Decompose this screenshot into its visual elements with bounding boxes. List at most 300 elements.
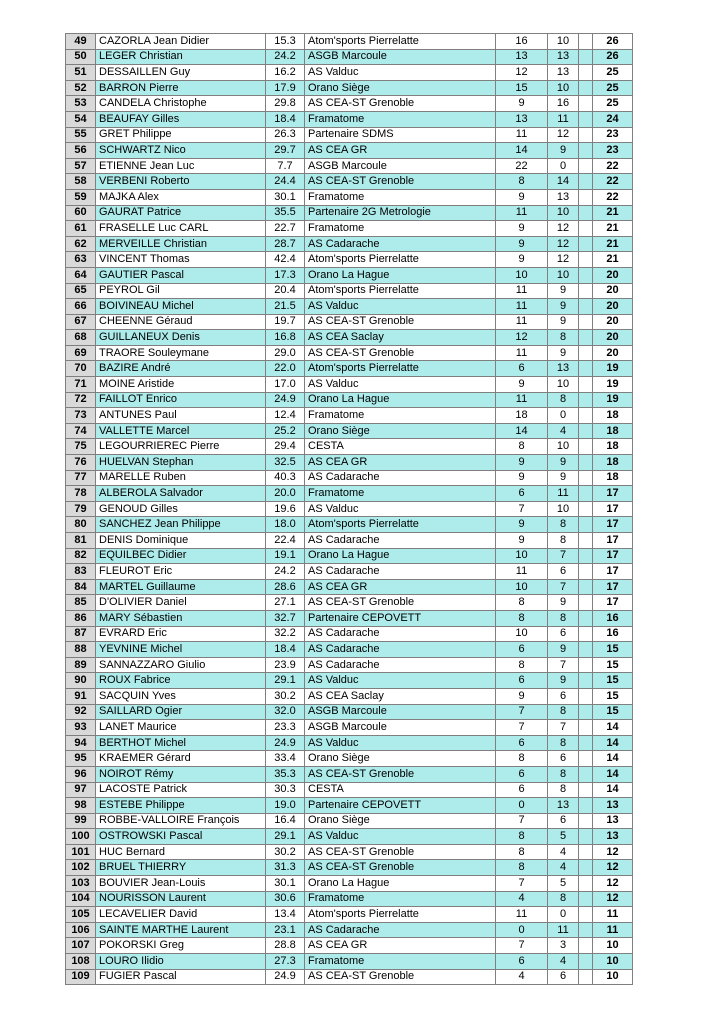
name-cell: BERTHOT Michel <box>96 735 266 751</box>
total-cell: 15 <box>593 704 633 720</box>
club-cell: Framatome <box>305 954 496 970</box>
points-a-cell: 7 <box>496 938 548 954</box>
points-a-cell: 6 <box>496 954 548 970</box>
total-cell: 14 <box>593 766 633 782</box>
club-cell: Atom'sports Pierrelatte <box>305 34 496 50</box>
spacer-cell <box>579 533 593 549</box>
club-cell: AS Valduc <box>305 501 496 517</box>
name-cell: NOIROT Rémy <box>96 766 266 782</box>
name-cell: GAURAT Patrice <box>96 205 266 221</box>
rank-cell: 71 <box>66 377 96 393</box>
points-a-cell: 8 <box>496 860 548 876</box>
points-b-cell: 4 <box>548 860 579 876</box>
points-a-cell: 22 <box>496 158 548 174</box>
name-cell: FAILLOT Enrico <box>96 392 266 408</box>
name-cell: EVRARD Eric <box>96 626 266 642</box>
total-cell: 20 <box>593 283 633 299</box>
rank-cell: 57 <box>66 158 96 174</box>
index-cell: 23.9 <box>266 657 305 673</box>
points-b-cell: 12 <box>548 221 579 237</box>
points-a-cell: 13 <box>496 111 548 127</box>
name-cell: GAUTIER Pascal <box>96 267 266 283</box>
club-cell: AS CEA-ST Grenoble <box>305 766 496 782</box>
table-row <box>66 361 633 377</box>
club-cell: Partenaire CEPOVETT <box>305 798 496 814</box>
name-cell: CAZORLA Jean Didier <box>96 34 266 50</box>
total-cell: 22 <box>593 189 633 205</box>
rank-cell: 60 <box>66 205 96 221</box>
spacer-cell <box>579 96 593 112</box>
ranking-table-body <box>66 34 633 985</box>
name-cell: SANNAZZARO Giulio <box>96 657 266 673</box>
club-cell: Orano La Hague <box>305 876 496 892</box>
spacer-cell <box>579 34 593 50</box>
name-cell: OSTROWSKI Pascal <box>96 829 266 845</box>
rank-cell: 100 <box>66 829 96 845</box>
points-a-cell: 10 <box>496 626 548 642</box>
spacer-cell <box>579 579 593 595</box>
name-cell: VALLETTE Marcel <box>96 423 266 439</box>
index-cell: 32.5 <box>266 455 305 471</box>
points-b-cell: 8 <box>548 782 579 798</box>
name-cell: EQUILBEC Didier <box>96 548 266 564</box>
name-cell: SACQUIN Yves <box>96 688 266 704</box>
name-cell: HUC Bernard <box>96 844 266 860</box>
total-cell: 22 <box>593 158 633 174</box>
points-a-cell: 8 <box>496 610 548 626</box>
spacer-cell <box>579 470 593 486</box>
club-cell: Framatome <box>305 408 496 424</box>
rank-cell: 70 <box>66 361 96 377</box>
spacer-cell <box>579 111 593 127</box>
spacer-cell <box>579 236 593 252</box>
name-cell: YEVNINE Michel <box>96 642 266 658</box>
name-cell: MERVEILLE Christian <box>96 236 266 252</box>
rank-cell: 102 <box>66 860 96 876</box>
points-a-cell: 9 <box>496 688 548 704</box>
rank-cell: 54 <box>66 111 96 127</box>
table-row <box>66 158 633 174</box>
table-row <box>66 205 633 221</box>
table-row <box>66 283 633 299</box>
index-cell: 24.2 <box>266 49 305 65</box>
total-cell: 17 <box>593 579 633 595</box>
total-cell: 15 <box>593 673 633 689</box>
club-cell: AS CEA-ST Grenoble <box>305 174 496 190</box>
rank-cell: 101 <box>66 844 96 860</box>
index-cell: 13.4 <box>266 907 305 923</box>
points-b-cell: 7 <box>548 548 579 564</box>
table-row <box>66 891 633 907</box>
points-a-cell: 11 <box>496 345 548 361</box>
table-row <box>66 111 633 127</box>
table-row <box>66 610 633 626</box>
table-row <box>66 595 633 611</box>
table-row <box>66 345 633 361</box>
points-a-cell: 12 <box>496 65 548 81</box>
total-cell: 14 <box>593 751 633 767</box>
table-row <box>66 829 633 845</box>
name-cell: SAILLARD Ogier <box>96 704 266 720</box>
rank-cell: 103 <box>66 876 96 892</box>
spacer-cell <box>579 829 593 845</box>
total-cell: 12 <box>593 860 633 876</box>
points-b-cell: 8 <box>548 330 579 346</box>
points-a-cell: 11 <box>496 907 548 923</box>
points-b-cell: 9 <box>548 470 579 486</box>
name-cell: ROBBE-VALLOIRE François <box>96 813 266 829</box>
rank-cell: 53 <box>66 96 96 112</box>
table-row <box>66 766 633 782</box>
points-a-cell: 16 <box>496 34 548 50</box>
points-a-cell: 10 <box>496 267 548 283</box>
index-cell: 20.4 <box>266 283 305 299</box>
points-a-cell: 4 <box>496 969 548 985</box>
spacer-cell <box>579 673 593 689</box>
table-row <box>66 408 633 424</box>
name-cell: BOUVIER Jean-Louis <box>96 876 266 892</box>
spacer-cell <box>579 766 593 782</box>
club-cell: AS CEA-ST Grenoble <box>305 969 496 985</box>
name-cell: BEAUFAY Gilles <box>96 111 266 127</box>
rank-cell: 81 <box>66 533 96 549</box>
club-cell: Partenaire CEPOVETT <box>305 610 496 626</box>
name-cell: LEGOURRIEREC Pierre <box>96 439 266 455</box>
index-cell: 30.1 <box>266 876 305 892</box>
points-a-cell: 14 <box>496 143 548 159</box>
total-cell: 11 <box>593 907 633 923</box>
index-cell: 22.7 <box>266 221 305 237</box>
points-b-cell: 12 <box>548 127 579 143</box>
points-b-cell: 4 <box>548 423 579 439</box>
table-row <box>66 782 633 798</box>
points-b-cell: 0 <box>548 907 579 923</box>
total-cell: 19 <box>593 392 633 408</box>
rank-cell: 95 <box>66 751 96 767</box>
club-cell: ASGB Marcoule <box>305 158 496 174</box>
points-a-cell: 9 <box>496 517 548 533</box>
points-b-cell: 8 <box>548 766 579 782</box>
club-cell: Framatome <box>305 891 496 907</box>
name-cell: SAINTE MARTHE Laurent <box>96 922 266 938</box>
index-cell: 19.7 <box>266 314 305 330</box>
name-cell: BRUEL THIERRY <box>96 860 266 876</box>
total-cell: 21 <box>593 236 633 252</box>
name-cell: ESTEBE Philippe <box>96 798 266 814</box>
spacer-cell <box>579 704 593 720</box>
table-row <box>66 938 633 954</box>
spacer-cell <box>579 455 593 471</box>
rank-cell: 109 <box>66 969 96 985</box>
total-cell: 14 <box>593 782 633 798</box>
points-a-cell: 9 <box>496 252 548 268</box>
index-cell: 7.7 <box>266 158 305 174</box>
index-cell: 28.8 <box>266 938 305 954</box>
name-cell: MARELLE Ruben <box>96 470 266 486</box>
total-cell: 18 <box>593 470 633 486</box>
index-cell: 21.5 <box>266 299 305 315</box>
index-cell: 24.2 <box>266 564 305 580</box>
index-cell: 28.7 <box>266 236 305 252</box>
total-cell: 10 <box>593 938 633 954</box>
total-cell: 16 <box>593 626 633 642</box>
rank-cell: 61 <box>66 221 96 237</box>
total-cell: 12 <box>593 844 633 860</box>
total-cell: 15 <box>593 657 633 673</box>
total-cell: 23 <box>593 127 633 143</box>
table-row <box>66 330 633 346</box>
spacer-cell <box>579 49 593 65</box>
spacer-cell <box>579 80 593 96</box>
points-b-cell: 4 <box>548 844 579 860</box>
club-cell: ASGB Marcoule <box>305 49 496 65</box>
total-cell: 25 <box>593 80 633 96</box>
index-cell: 20.0 <box>266 486 305 502</box>
total-cell: 20 <box>593 330 633 346</box>
spacer-cell <box>579 221 593 237</box>
total-cell: 26 <box>593 49 633 65</box>
total-cell: 22 <box>593 174 633 190</box>
index-cell: 24.9 <box>266 392 305 408</box>
points-b-cell: 6 <box>548 688 579 704</box>
rank-cell: 49 <box>66 34 96 50</box>
club-cell: AS Valduc <box>305 377 496 393</box>
spacer-cell <box>579 564 593 580</box>
index-cell: 22.0 <box>266 361 305 377</box>
spacer-cell <box>579 361 593 377</box>
name-cell: GRET Philippe <box>96 127 266 143</box>
table-row <box>66 252 633 268</box>
points-a-cell: 6 <box>496 486 548 502</box>
points-a-cell: 11 <box>496 127 548 143</box>
total-cell: 18 <box>593 455 633 471</box>
points-a-cell: 6 <box>496 782 548 798</box>
points-a-cell: 6 <box>496 735 548 751</box>
club-cell: AS Cadarache <box>305 922 496 938</box>
club-cell: AS Cadarache <box>305 657 496 673</box>
index-cell: 19.6 <box>266 501 305 517</box>
spacer-cell <box>579 876 593 892</box>
index-cell: 35.3 <box>266 766 305 782</box>
name-cell: PEYROL Gil <box>96 283 266 299</box>
rank-cell: 73 <box>66 408 96 424</box>
points-b-cell: 6 <box>548 813 579 829</box>
total-cell: 18 <box>593 439 633 455</box>
total-cell: 17 <box>593 486 633 502</box>
points-b-cell: 0 <box>548 158 579 174</box>
table-row <box>66 439 633 455</box>
index-cell: 30.2 <box>266 844 305 860</box>
table-row <box>66 189 633 205</box>
index-cell: 15.3 <box>266 34 305 50</box>
rank-cell: 97 <box>66 782 96 798</box>
club-cell: AS CEA-ST Grenoble <box>305 96 496 112</box>
table-row <box>66 735 633 751</box>
name-cell: GENOUD Gilles <box>96 501 266 517</box>
rank-cell: 52 <box>66 80 96 96</box>
points-b-cell: 8 <box>548 735 579 751</box>
table-row <box>66 657 633 673</box>
points-a-cell: 4 <box>496 891 548 907</box>
points-a-cell: 0 <box>496 922 548 938</box>
points-a-cell: 15 <box>496 80 548 96</box>
table-row <box>66 221 633 237</box>
total-cell: 20 <box>593 299 633 315</box>
club-cell: AS CEA GR <box>305 579 496 595</box>
table-row <box>66 423 633 439</box>
total-cell: 16 <box>593 610 633 626</box>
index-cell: 32.0 <box>266 704 305 720</box>
club-cell: AS Cadarache <box>305 470 496 486</box>
points-b-cell: 11 <box>548 486 579 502</box>
name-cell: FRASELLE Luc CARL <box>96 221 266 237</box>
rank-cell: 98 <box>66 798 96 814</box>
spacer-cell <box>579 174 593 190</box>
club-cell: ASGB Marcoule <box>305 704 496 720</box>
index-cell: 17.0 <box>266 377 305 393</box>
name-cell: CANDELA Christophe <box>96 96 266 112</box>
table-row <box>66 844 633 860</box>
points-b-cell: 8 <box>548 704 579 720</box>
index-cell: 30.3 <box>266 782 305 798</box>
rank-cell: 55 <box>66 127 96 143</box>
total-cell: 11 <box>593 922 633 938</box>
club-cell: Framatome <box>305 189 496 205</box>
club-cell: Partenaire SDMS <box>305 127 496 143</box>
club-cell: CESTA <box>305 439 496 455</box>
name-cell: NOURISSON Laurent <box>96 891 266 907</box>
index-cell: 27.1 <box>266 595 305 611</box>
points-a-cell: 9 <box>496 221 548 237</box>
points-a-cell: 7 <box>496 704 548 720</box>
club-cell: AS Cadarache <box>305 533 496 549</box>
points-b-cell: 9 <box>548 642 579 658</box>
spacer-cell <box>579 127 593 143</box>
index-cell: 16.2 <box>266 65 305 81</box>
points-a-cell: 11 <box>496 299 548 315</box>
points-a-cell: 8 <box>496 844 548 860</box>
name-cell: GUILLANEUX Denis <box>96 330 266 346</box>
points-a-cell: 9 <box>496 455 548 471</box>
spacer-cell <box>579 486 593 502</box>
rank-cell: 76 <box>66 455 96 471</box>
club-cell: AS Valduc <box>305 65 496 81</box>
name-cell: LECAVELIER David <box>96 907 266 923</box>
table-row <box>66 969 633 985</box>
rank-cell: 50 <box>66 49 96 65</box>
points-b-cell: 10 <box>548 267 579 283</box>
index-cell: 35.5 <box>266 205 305 221</box>
rank-cell: 56 <box>66 143 96 159</box>
name-cell: BOIVINEAU Michel <box>96 299 266 315</box>
points-b-cell: 14 <box>548 174 579 190</box>
points-b-cell: 8 <box>548 533 579 549</box>
club-cell: Atom'sports Pierrelatte <box>305 252 496 268</box>
points-a-cell: 11 <box>496 205 548 221</box>
points-b-cell: 10 <box>548 205 579 221</box>
points-a-cell: 6 <box>496 766 548 782</box>
index-cell: 30.1 <box>266 189 305 205</box>
total-cell: 21 <box>593 252 633 268</box>
name-cell: D'OLIVIER Daniel <box>96 595 266 611</box>
rank-cell: 66 <box>66 299 96 315</box>
spacer-cell <box>579 626 593 642</box>
spacer-cell <box>579 252 593 268</box>
club-cell: Atom'sports Pierrelatte <box>305 283 496 299</box>
name-cell: ANTUNES Paul <box>96 408 266 424</box>
table-row <box>66 80 633 96</box>
points-a-cell: 7 <box>496 813 548 829</box>
table-row <box>66 49 633 65</box>
points-b-cell: 5 <box>548 829 579 845</box>
club-cell: AS CEA-ST Grenoble <box>305 595 496 611</box>
spacer-cell <box>579 735 593 751</box>
points-a-cell: 9 <box>496 236 548 252</box>
table-row <box>66 798 633 814</box>
points-b-cell: 10 <box>548 439 579 455</box>
rank-cell: 93 <box>66 720 96 736</box>
index-cell: 18.4 <box>266 642 305 658</box>
name-cell: KRAEMER Gérard <box>96 751 266 767</box>
club-cell: AS CEA-ST Grenoble <box>305 860 496 876</box>
club-cell: AS CEA Saclay <box>305 330 496 346</box>
index-cell: 23.1 <box>266 922 305 938</box>
rank-cell: 64 <box>66 267 96 283</box>
table-row <box>66 813 633 829</box>
table-row <box>66 143 633 159</box>
total-cell: 15 <box>593 688 633 704</box>
rank-cell: 84 <box>66 579 96 595</box>
total-cell: 14 <box>593 720 633 736</box>
table-row <box>66 174 633 190</box>
name-cell: MAJKA Alex <box>96 189 266 205</box>
rank-cell: 94 <box>66 735 96 751</box>
spacer-cell <box>579 595 593 611</box>
total-cell: 18 <box>593 408 633 424</box>
name-cell: BAZIRE André <box>96 361 266 377</box>
total-cell: 17 <box>593 533 633 549</box>
table-row <box>66 954 633 970</box>
name-cell: LACOSTE Patrick <box>96 782 266 798</box>
index-cell: 23.3 <box>266 720 305 736</box>
club-cell: Orano La Hague <box>305 267 496 283</box>
rank-cell: 85 <box>66 595 96 611</box>
club-cell: Orano Siège <box>305 80 496 96</box>
points-b-cell: 4 <box>548 954 579 970</box>
spacer-cell <box>579 657 593 673</box>
points-b-cell: 10 <box>548 501 579 517</box>
name-cell: LOURO Ilidio <box>96 954 266 970</box>
table-row <box>66 127 633 143</box>
index-cell: 26.3 <box>266 127 305 143</box>
spacer-cell <box>579 922 593 938</box>
total-cell: 10 <box>593 969 633 985</box>
club-cell: Partenaire 2G Metrologie <box>305 205 496 221</box>
index-cell: 17.3 <box>266 267 305 283</box>
spacer-cell <box>579 377 593 393</box>
rank-cell: 62 <box>66 236 96 252</box>
total-cell: 20 <box>593 345 633 361</box>
index-cell: 42.4 <box>266 252 305 268</box>
spacer-cell <box>579 642 593 658</box>
club-cell: Atom'sports Pierrelatte <box>305 517 496 533</box>
points-b-cell: 16 <box>548 96 579 112</box>
spacer-cell <box>579 267 593 283</box>
points-a-cell: 9 <box>496 377 548 393</box>
rank-cell: 92 <box>66 704 96 720</box>
club-cell: AS Cadarache <box>305 564 496 580</box>
index-cell: 30.6 <box>266 891 305 907</box>
